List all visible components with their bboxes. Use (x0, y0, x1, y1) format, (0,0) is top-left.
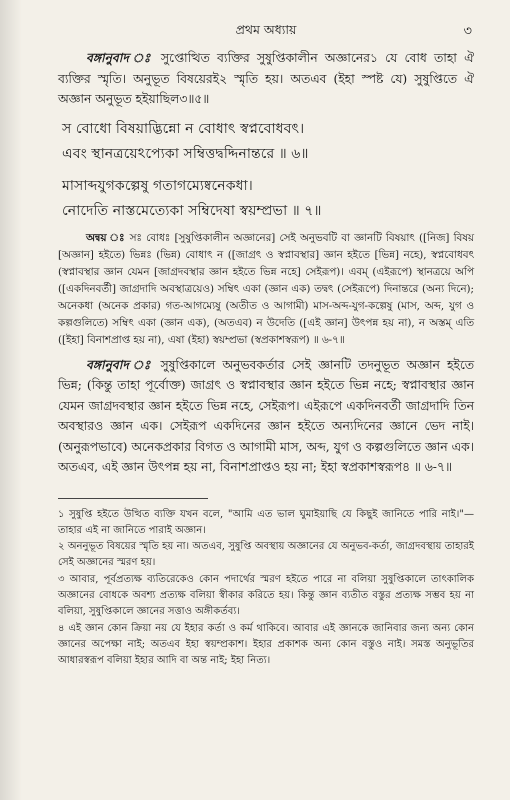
translation-text: সুপ্তোত্থিত ব্যক্তির সুষুপ্তিকালীন অজ্ঞানের১ যে বোধ তাহা ঐ ব্যক্তির স্মৃতি। অনুভূত বিষয়েরই২ স্মৃতি হয়। অতএব (ইহা স্পষ্ট যে) সুষুপ্তিতে ঐ অজ্ঞান অনুভূত হইয়াছিল৩॥৫॥ (58, 51, 474, 106)
translation-text: সুষুপ্তিকালে অনুভবকর্তার সেই জ্ঞানটি তদনুভূত অজ্ঞান হইতে ভিন্ন; (কিন্তু তাহা পূর্বোক্ত) জাগ্রৎ ও স্বপ্নাবস্থার জ্ঞান হইতে ভিন্ন নহে; স্বপ্নাবস্থার জ্ঞান যেমন জাগ্রদবস্থার জ্ঞান হইতে ভিন্ন নহে, সেইরূপ। এইরূপে একদিনবর্তী জাগ্রদাদি তিন অবস্থারও জ্ঞান এক। সেইরূপ একদিনের জ্ঞান হইতে অন্যদিনের জ্ঞানে ভেদ নাই। (অনুরূপভাবে) অনেকপ্রকার বিগত ও আগামী মাস, অব্দ, যুগ ও কল্পগুলিতে জ্ঞান এক। অতএব, এই জ্ঞান উৎপন্ন হয় না, বিনাশপ্রাপ্তও হয় না; ইহা স্বপ্রকাশস্বরূপ৪ ॥ ৬-৭॥ (58, 357, 474, 474)
page-number: ৩ (463, 24, 472, 39)
verse-line: মাসাব্দযুগকল্পেষু গতাগম্যেষ্বনেকধা। (62, 177, 253, 194)
running-header (58, 22, 474, 48)
verse-line: এবং স্থানত্রয়েঽপ্যেকা সম্বিত্তদ্বদ্দিনান্তরে ॥ ৬॥ (62, 145, 309, 162)
anvaya-paragraph (58, 230, 474, 349)
footnote-4: ৪ এই জ্ঞান কোন ক্রিয়া নয় যে ইহার কর্তা ও কর্ম থাকিবে। আবার এই জ্ঞানকে জানিবার জন্য অন্য কোন জ্ঞানের অপেক্ষা নাই; অতএব ইহা স্বয়ম্প্রকাশ। ইহার প্রকাশক অন্য কোন বস্তুও নাই। সমস্ত অনুভূতির আধারস্বরূপ বলিয়া ইহার আদি বা অন্ত নাই; ইহা নিত্য। (58, 622, 474, 667)
footnote-1: ১ সুষুপ্তি হইতে উত্থিত ব্যক্তি যখন বলে, "আমি এত ভাল ঘুমাইয়াছি যে কিছুই জানিতে পারি নাই।"—তাহার এই না জানিতে পারাই অজ্ঞান। (58, 508, 474, 536)
translation-label: বঙ্গানুবাদ ঃ (86, 50, 154, 65)
translation-paragraph-1 (58, 48, 474, 110)
translation-paragraph-2 (58, 355, 474, 478)
verse-6 (58, 117, 474, 167)
chapter-title: প্রথম অধ্যায় (235, 22, 297, 37)
footnotes (58, 507, 474, 670)
anvaya-text: সঃ বোধঃ [সুষুপ্তিকালীন অজ্ঞানের] সেই অনুভবটি বা জ্ঞানটি বিষয়াৎ ([নিজ] বিষয় [অজ্ঞান] হইতে) ভিন্নঃ (ভিন্ন) বোধাৎ ন ([জাগ্রৎ ও স্বপ্নাবস্থার] জ্ঞান হইতে [ভিন্ন] নহে), স্বপ্নবোধবৎ (স্বপ্নাবস্থার জ্ঞান যেমন [জাগ্রদবস্থার জ্ঞান হইতে ভিন্ন নহে] সেইরূপ)। এবম্ (এইরূপে) স্থানত্রয়ে অপি ([একদিনবর্তী] জাগ্রদাদি অবস্থাত্রয়েও) সম্বিৎ একা (জ্ঞান এক) তদ্বৎ (সেইরূপে) দিনান্তরে (অন্য দিনে); অনেকধা (অনেক প্রকার) গত-আগম্যেষু (অতীত ও আগামী) মাস-অব্দ-যুগ-কল্পেষু (মাস, অব্দ, যুগ ও কল্পগুলিতে) সম্বিৎ একা (জ্ঞান এক), (অতএব) ন উদেতি ([এই জ্ঞান] উৎপন্ন হয় না), ন অস্তম্ এতি ([ইহা] বিনাশপ্রাপ্ত হয় না), এষা (ইহা) স্বয়ম্প্রভা (স্বপ্রকাশস্বরূপ) ॥ ৬-৭॥ (58, 231, 474, 346)
verse-line: স বোধো বিষয়াদ্ভিন্নো ন বোধাৎ স্বপ্নবোধবৎ। (62, 120, 305, 137)
sanskrit-verses (58, 117, 474, 224)
footnote-3: ৩ আবার, পূর্বপ্রত্যক্ষ ব্যতিরেকেও কোন পদার্থের স্মরণ হইতে পারে না বলিয়া সুষুপ্তিকালে তাৎকালিক অজ্ঞানের বোধকে অবশ্য প্রত্যক্ষ বলিয়া স্বীকার করিতে হয়। কিন্তু জ্ঞান ব্যতীত বস্তুর প্রত্যক্ষ সম্ভব হয় না বলিয়া, সুষুপ্তিকালে জ্ঞানের সত্তাও অঙ্গীকর্তব্য। (58, 573, 474, 618)
verse-7 (58, 174, 474, 224)
verse-line: নোদেতি নাস্তমেত্যেকা সম্বিদেষা স্বয়ম্প্রভা ॥ ৭॥ (62, 202, 322, 219)
footnote-2: ২ অননুভূত বিষয়ের স্মৃতি হয় না। অতএব, সুষুপ্তি অবস্থায় অজ্ঞানের যে অনুভব-কর্তা, জাগ্রদবস্থায় তাহারই সেই অজ্ঞানের স্মরণ হয়। (58, 541, 474, 569)
anvaya-label: অন্বয় ঃ (86, 231, 126, 244)
translation-label: বঙ্গানুবাদ ঃ (86, 356, 154, 372)
footnote-divider (58, 498, 208, 499)
